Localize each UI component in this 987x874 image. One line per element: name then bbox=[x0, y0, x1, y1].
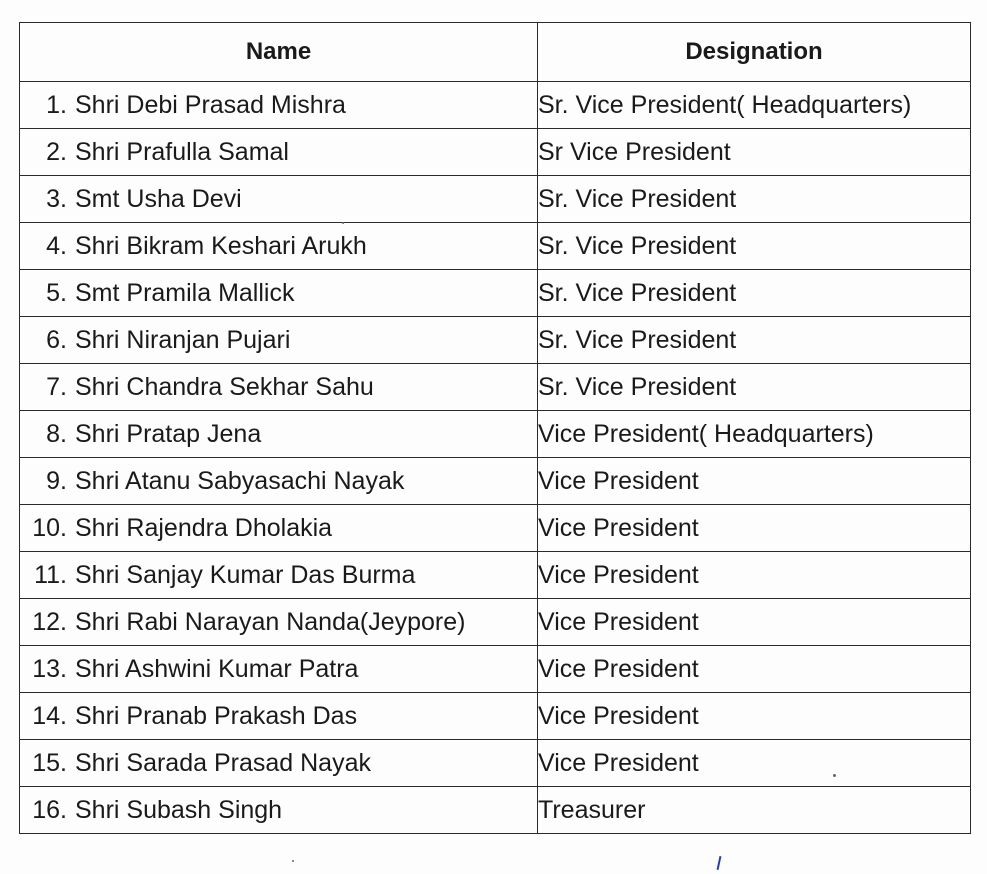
designation-cell: Sr. Vice President bbox=[538, 317, 971, 364]
table-row bbox=[20, 552, 971, 599]
member-name: Shri Pratap Jena bbox=[75, 419, 262, 448]
name-cell bbox=[20, 599, 538, 646]
pen-mark bbox=[717, 856, 722, 870]
designation-cell: Vice President bbox=[538, 646, 971, 693]
table-body bbox=[20, 82, 971, 834]
designation-cell: Vice President bbox=[538, 599, 971, 646]
member-name: Shri Prafulla Samal bbox=[75, 137, 289, 166]
table-row bbox=[20, 505, 971, 552]
table-row bbox=[20, 364, 971, 411]
member-name: Shri Pranab Prakash Das bbox=[75, 701, 358, 730]
row-number: 15. bbox=[32, 748, 67, 777]
name-cell bbox=[20, 317, 538, 364]
designation-cell: Vice President bbox=[538, 693, 971, 740]
member-name: Shri Atanu Sabyasachi Nayak bbox=[75, 466, 405, 495]
table-row bbox=[20, 458, 971, 505]
scan-speck bbox=[342, 222, 344, 224]
row-number: 7. bbox=[46, 372, 67, 401]
row-number: 4. bbox=[46, 231, 67, 260]
designation-cell: Sr. Vice President( Headquarters) bbox=[538, 82, 971, 129]
member-name: Shri Rajendra Dholakia bbox=[75, 513, 333, 542]
name-cell bbox=[20, 129, 538, 176]
member-name: Shri Sarada Prasad Nayak bbox=[75, 748, 371, 777]
scan-speck bbox=[292, 860, 294, 862]
member-name: Shri Rabi Narayan Nanda(Jeypore) bbox=[75, 607, 466, 636]
table-row bbox=[20, 787, 971, 834]
table-row bbox=[20, 693, 971, 740]
row-number: 5. bbox=[46, 278, 67, 307]
name-cell bbox=[20, 270, 538, 317]
member-name: Shri Bikram Keshari Arukh bbox=[75, 231, 367, 260]
member-name: Smt Usha Devi bbox=[75, 184, 242, 213]
scan-speck bbox=[833, 774, 836, 777]
designation-cell: Vice President bbox=[538, 505, 971, 552]
row-number: 8. bbox=[46, 419, 67, 448]
row-number: 2. bbox=[46, 137, 67, 166]
designation-cell: Sr. Vice President bbox=[538, 270, 971, 317]
table-row bbox=[20, 740, 971, 787]
name-cell bbox=[20, 787, 538, 834]
table-row bbox=[20, 82, 971, 129]
designation-cell: Sr. Vice President bbox=[538, 223, 971, 270]
table-row bbox=[20, 411, 971, 458]
table-row bbox=[20, 599, 971, 646]
row-number: 13. bbox=[32, 654, 67, 683]
designation-column-header: Designation bbox=[538, 23, 971, 82]
name-cell bbox=[20, 693, 538, 740]
member-name: Shri Chandra Sekhar Sahu bbox=[75, 372, 374, 401]
designation-cell: Sr Vice President bbox=[538, 129, 971, 176]
member-name: Shri Subash Singh bbox=[75, 795, 283, 824]
name-column-header: Name bbox=[20, 23, 538, 82]
name-cell bbox=[20, 411, 538, 458]
name-cell bbox=[20, 364, 538, 411]
name-cell bbox=[20, 646, 538, 693]
name-cell bbox=[20, 740, 538, 787]
designation-cell: Sr. Vice President bbox=[538, 176, 971, 223]
row-number: 16. bbox=[32, 795, 67, 824]
name-cell bbox=[20, 176, 538, 223]
designation-cell: Vice President bbox=[538, 552, 971, 599]
designation-cell: Vice President( Headquarters) bbox=[538, 411, 971, 458]
designation-cell: Vice President bbox=[538, 458, 971, 505]
table-header-row bbox=[20, 23, 971, 82]
member-name: Shri Niranjan Pujari bbox=[75, 325, 291, 354]
table-row bbox=[20, 317, 971, 364]
row-number: 3. bbox=[46, 184, 67, 213]
table-row bbox=[20, 176, 971, 223]
name-cell bbox=[20, 82, 538, 129]
office-bearers-table bbox=[19, 22, 971, 834]
table-row bbox=[20, 646, 971, 693]
table-row bbox=[20, 129, 971, 176]
designation-cell: Sr. Vice President bbox=[538, 364, 971, 411]
row-number: 9. bbox=[46, 466, 67, 495]
table-row bbox=[20, 270, 971, 317]
row-number: 12. bbox=[32, 607, 67, 636]
name-cell bbox=[20, 505, 538, 552]
member-name: Shri Debi Prasad Mishra bbox=[75, 90, 346, 119]
table-row bbox=[20, 223, 971, 270]
row-number: 1. bbox=[46, 90, 67, 119]
member-name: Shri Ashwini Kumar Patra bbox=[75, 654, 359, 683]
row-number: 6. bbox=[46, 325, 67, 354]
name-cell bbox=[20, 552, 538, 599]
name-cell bbox=[20, 458, 538, 505]
member-name: Shri Sanjay Kumar Das Burma bbox=[75, 560, 416, 589]
designation-cell: Treasurer bbox=[538, 787, 971, 834]
row-number: 11. bbox=[34, 560, 67, 589]
designation-cell: Vice President bbox=[538, 740, 971, 787]
row-number: 10. bbox=[32, 513, 67, 542]
member-name: Smt Pramila Mallick bbox=[75, 278, 295, 307]
name-cell bbox=[20, 223, 538, 270]
row-number: 14. bbox=[32, 701, 67, 730]
